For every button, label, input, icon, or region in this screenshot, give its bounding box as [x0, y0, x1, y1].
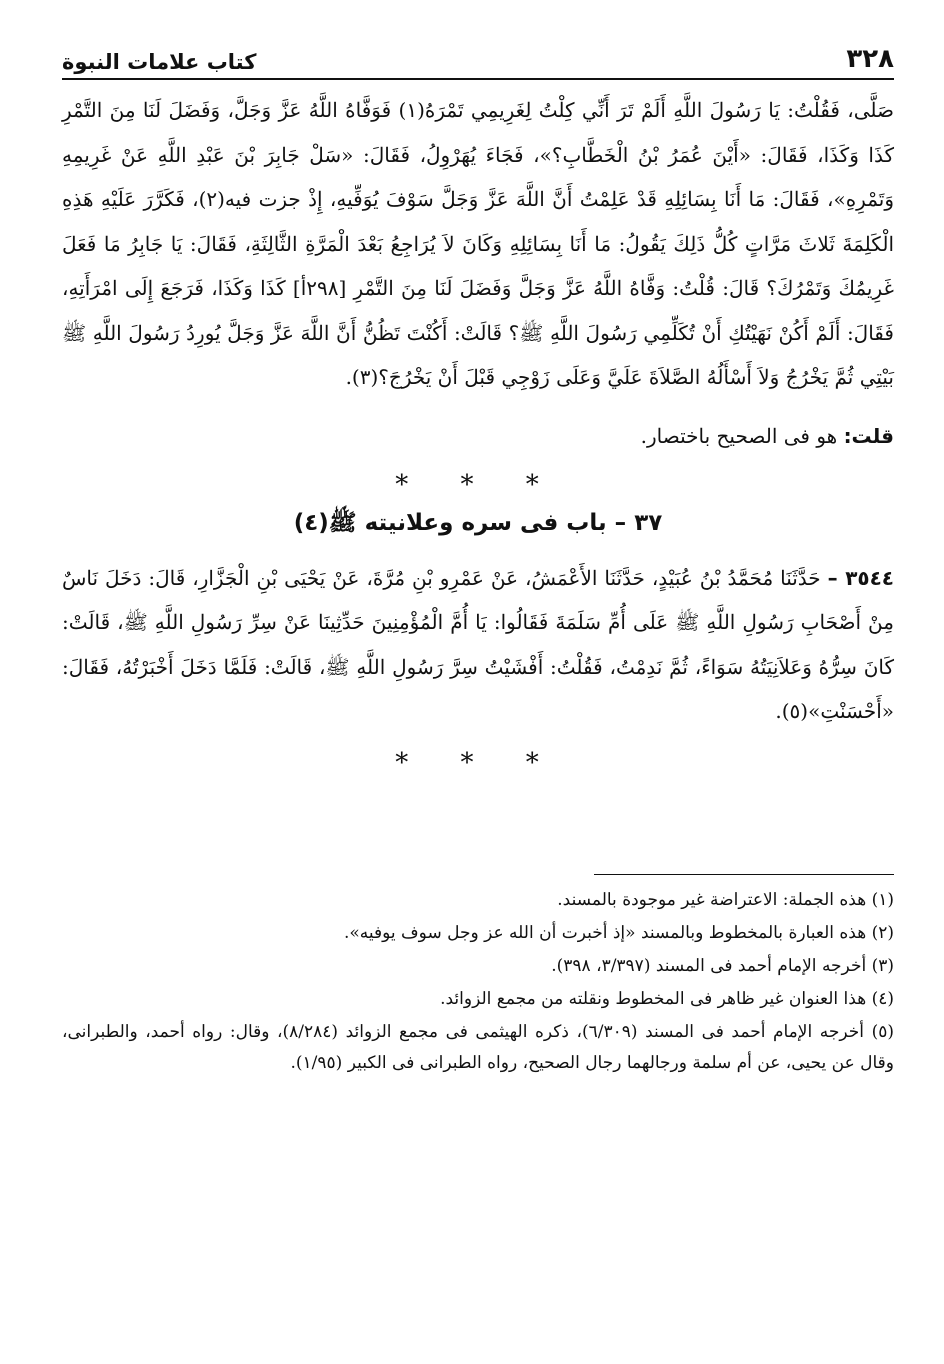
footnote-2: (٢) هذه العبارة بالمخطوط وبالمسند «إذ أخبرت أن الله عز وجل سوف يوفيه».	[343, 922, 894, 943]
footnote-3: (٣) أخرجه الإمام أحمد فى المسند (٣/٣٩٧، ٣٩٨).	[551, 955, 894, 976]
editor-note	[62, 416, 894, 456]
footnote-rule	[594, 874, 894, 875]
editor-note-text: هو فى الصحيح باختصار.	[640, 423, 844, 448]
hadith-block	[62, 556, 894, 734]
section-separator: * * *	[395, 469, 561, 500]
footnotes	[62, 885, 894, 1079]
footnote-4: (٤) هذا العنوان غير ظاهر فى المخطوط ونقلته من مجمع الزوائد.	[440, 988, 894, 1009]
page-number: ٣٢٨	[846, 44, 894, 74]
main-paragraph: صَلَّى، فَقُلْتُ: يَا رَسُولَ اللَّهِ أَلَمْ تَرَ أَنِّي كِلْتُ لِغَرِيمِي تَمْرَهُ(١) فَوَفَّاهُ اللَّهُ عَزَّ وَجَلَّ، وَفَضَلَ لَنَا مِنَ التَّمْرِ كَذَا وَكَذَا، فَقَالَ: «أَيْنَ عُمَرُ بْنُ الْخَطَّابِ؟»، فَجَاءَ يُهَرْوِلُ، فَقَالَ: «سَلْ جَابِرَ بْنَ عَبْدِ اللَّهِ عَنْ غَرِيمِهِ وَتَمْرِهِ»، فَقَالَ: مَا أَنَا بِسَائِلِهِ قَدْ عَلِمْتُ أَنَّ اللَّهَ عَزَّ وَجَلَّ سَوْفَ يُوَفِّيهِ، إِذْ جزت فيه(٢)، فَكَرَّرَ عَلَيْهِ هَذِهِ الْكَلِمَةَ ثَلاثَ مَرَّاتٍ كُلُّ ذَلِكَ يَقُولُ: مَا أَنَا بِسَائِلِهِ وَكَانَ لاَ يُرَاجِعُ بَعْدَ الْمَرَّةِ الثَّالِثَةِ، فَقَالَ: يَا جَابِرُ مَا فَعَلَ غَرِيمُكَ وَتَمْرُكَ؟ قَالَ: قُلْتُ: وَفَّاهُ اللَّهُ عَزَّ وَجَلَّ وَفَضَلَ لَنَا مِنَ التَّمْرِ [٢٩٨أ] كَذَا وَكَذَا، فَرَجَعَ إِلَى امْرَأَتِهِ، فَقَالَ: أَلَمْ أَكُنْ نَهَيْتُكِ أَنْ تُكَلِّمِي رَسُولَ اللَّهِ ﷺ؟ قَالَتْ: أَكُنْتَ تَظُنُّ أَنَّ اللَّهَ عَزَّ وَجَلَّ يُورِدُ رَسُولَ اللَّهِ ﷺ بَيْتِي ثُمَّ يَخْرُجُ وَلاَ أَسْأَلُهُ الصَّلاَةَ عَلَيَّ وَعَلَى زَوْجِي قَبْلَ أَنْ يَخْرُجَ؟(٣).	[62, 98, 895, 389]
section-separator-2: * * *	[395, 747, 561, 778]
hadith-text: حَدَّثَنَا مُحَمَّدُ بْنُ عُبَيْدٍ، حَدَّثَنَا الأَعْمَشُ، عَنْ عَمْرِو بْنِ مُرَّةَ، عَنْ يَحْيَى بْنِ الْجَزَّارِ، قَالَ: دَخَلَ نَاسٌ مِنْ أَصْحَابِ رَسُولِ اللَّهِ ﷺ عَلَى أُمِّ سَلَمَةَ فَقَالُوا: يَا أُمَّ الْمُؤْمِنِينَ حَدِّثِينَا عَنْ سِرِّ رَسُولِ اللَّهِ ﷺ، قَالَتْ: كَانَ سِرُّهُ وَعَلاَنِيَتُهُ سَوَاءً، ثُمَّ نَدِمْتُ، فَقُلْتُ: أَفْشَيْتُ سِرَّ رَسُولِ اللَّهِ ﷺ، قَالَتْ: فَلَمَّا دَخَلَ أَخْبَرْتُهُ، فَقَالَ: «أَحْسَنْتِ»(٥).	[62, 565, 894, 723]
page-header	[62, 30, 894, 80]
footnote-5: (٥) أخرجه الإمام أحمد فى المسند (٦/٣٠٩)، ذكره الهيثمى فى مجمع الزوائد (٨/٢٨٤)، وقال: رواه أحمد، والطبرانى، وقال عن يحيى، عن أم سلمة ورجالهما رجال الصحيح، رواه الطبرانى فى الكبير (١/٩٥).	[62, 1021, 894, 1073]
footnote-1: (١) هذه الجملة: الاعتراضة غير موجودة بالمسند.	[557, 889, 894, 910]
chapter-title: ٣٧ – باب فى سره وعلانيته ﷺ(٤)	[293, 509, 663, 536]
hadith-number: ٣٥٤٤ –	[827, 565, 895, 590]
editor-note-label: قلت:	[843, 423, 894, 448]
book-page	[62, 30, 894, 1340]
hadith-paragraph	[62, 556, 894, 734]
running-title: كتاب علامات النبوة	[62, 50, 257, 74]
main-text	[62, 88, 894, 400]
